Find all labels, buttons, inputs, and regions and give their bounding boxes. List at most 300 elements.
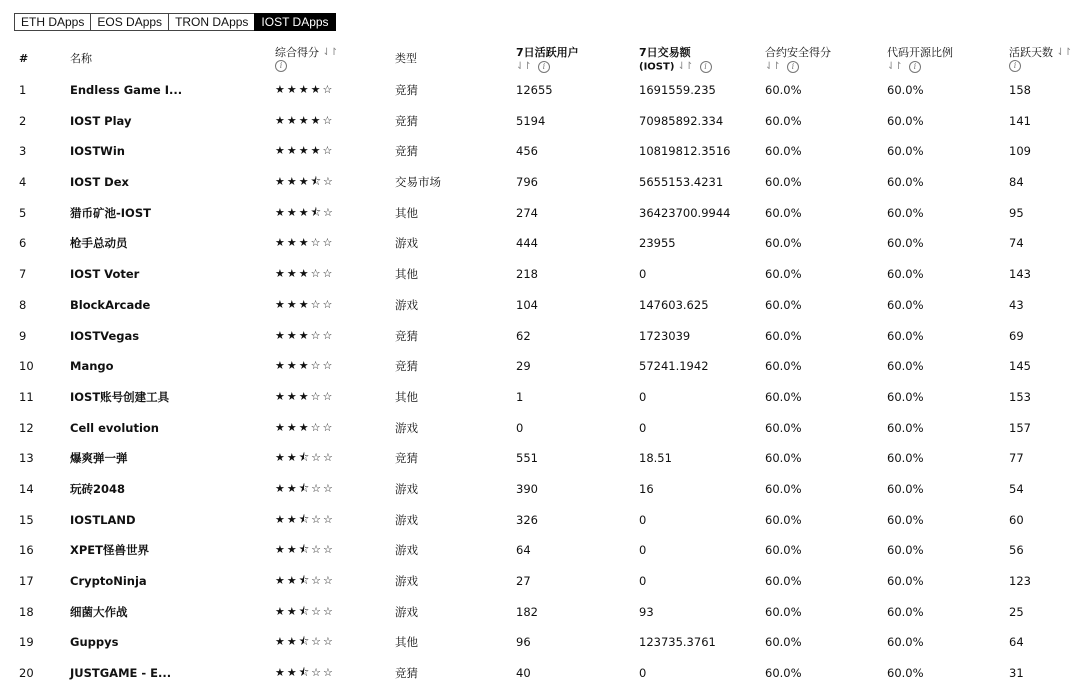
star-full-icon: ★ <box>275 420 287 434</box>
table-header <box>0 44 1080 75</box>
row-type: 其他 <box>395 635 418 650</box>
row-volume: 123735.3761 <box>639 635 716 650</box>
dapp-name-link[interactable]: IOST账号创建工具 <box>70 389 170 404</box>
dapp-name-link[interactable]: 爆爽弹一弹 <box>70 451 128 466</box>
star-full-icon: ★ <box>286 144 299 158</box>
row-active-users: 96 <box>516 635 531 650</box>
header-days-label: 活跃天数 <box>1009 46 1053 59</box>
star-empty-icon: ☆ <box>322 328 335 342</box>
table-row[interactable] <box>0 136 1080 167</box>
star-empty-icon: ☆ <box>310 328 323 342</box>
star-empty-icon: ☆ <box>323 481 335 495</box>
row-active-users: 456 <box>516 144 538 159</box>
star-full-icon: ★ <box>275 297 287 311</box>
star-full-icon: ★ <box>298 267 311 281</box>
row-rank: 7 <box>19 267 27 282</box>
star-rating <box>275 144 334 158</box>
row-type: 竞猜 <box>395 666 418 681</box>
row-volume: 23955 <box>639 236 676 251</box>
row-opensource-ratio: 60.0% <box>887 175 924 190</box>
star-full-icon: ★ <box>286 113 299 127</box>
row-active-days: 145 <box>1009 359 1031 374</box>
row-active-users: 29 <box>516 359 531 374</box>
star-empty-icon: ☆ <box>311 512 324 526</box>
star-full-icon: ★ <box>286 236 299 250</box>
row-security-score: 60.0% <box>765 359 802 374</box>
row-security-score: 60.0% <box>765 512 802 527</box>
table-row[interactable] <box>0 535 1080 566</box>
row-type: 竞猜 <box>395 359 418 374</box>
row-type: 游戏 <box>395 543 418 558</box>
star-empty-icon: ☆ <box>322 297 335 311</box>
row-rank: 10 <box>19 359 34 374</box>
header-users[interactable] <box>516 46 579 74</box>
row-active-users: 12655 <box>516 83 553 97</box>
row-active-users: 0 <box>516 420 524 435</box>
info-icon[interactable]: i <box>700 61 712 73</box>
row-volume: 5655153.4231 <box>639 175 724 190</box>
star-empty-icon: ☆ <box>323 205 335 219</box>
row-active-users: 27 <box>516 574 531 588</box>
header-security[interactable] <box>765 46 831 74</box>
star-full-icon: ★ <box>275 512 287 526</box>
row-security-score: 60.0% <box>765 574 802 588</box>
row-active-days: 77 <box>1009 451 1024 466</box>
row-opensource-ratio: 60.0% <box>887 297 924 312</box>
star-empty-icon: ☆ <box>310 420 323 434</box>
row-rank: 9 <box>19 328 27 343</box>
star-full-icon: ★ <box>298 113 311 127</box>
dapp-name-link[interactable]: Mango <box>70 359 114 374</box>
star-rating <box>275 421 334 435</box>
star-rating <box>275 635 335 649</box>
row-security-score: 60.0% <box>765 451 802 466</box>
star-full-icon: ★ <box>310 83 323 96</box>
row-rank: 4 <box>19 175 27 190</box>
row-active-users: 40 <box>516 666 531 681</box>
dapp-name-link[interactable]: IOST Dex <box>70 175 129 190</box>
tab-tron-dapps[interactable]: TRON DApps <box>168 13 255 31</box>
row-opensource-ratio: 60.0% <box>887 144 924 159</box>
star-full-icon: ★ <box>298 389 311 403</box>
row-type: 游戏 <box>395 481 418 496</box>
dapp-name-link[interactable]: CryptoNinja <box>70 574 147 588</box>
dapp-name-link[interactable]: IOST Voter <box>70 267 140 282</box>
row-opensource-ratio: 60.0% <box>887 512 924 527</box>
star-half-icon: ⯪ <box>310 175 324 189</box>
star-empty-icon: ☆ <box>323 512 335 526</box>
row-volume: 93 <box>639 604 654 619</box>
row-volume: 57241.1942 <box>639 359 709 374</box>
row-security-score: 60.0% <box>765 328 802 343</box>
info-icon[interactable]: i <box>909 61 921 73</box>
star-full-icon: ★ <box>275 481 287 495</box>
star-full-icon: ★ <box>275 604 287 618</box>
star-full-icon: ★ <box>298 205 311 219</box>
header-volume[interactable] <box>639 46 712 74</box>
star-full-icon: ★ <box>286 635 299 649</box>
star-full-icon: ★ <box>275 83 287 96</box>
row-security-score: 60.0% <box>765 205 802 220</box>
row-opensource-ratio: 60.0% <box>887 236 924 251</box>
table-row[interactable] <box>0 106 1080 137</box>
star-empty-icon: ☆ <box>311 481 324 495</box>
row-rank: 13 <box>19 451 34 466</box>
star-empty-icon: ☆ <box>323 574 335 587</box>
row-type: 竞猜 <box>395 83 418 97</box>
row-volume: 0 <box>639 267 647 282</box>
row-security-score: 60.0% <box>765 420 802 435</box>
star-empty-icon: ☆ <box>323 451 335 465</box>
star-half-icon: ⯪ <box>298 451 312 465</box>
star-rating <box>275 574 335 588</box>
dapp-tabs <box>14 13 335 31</box>
table-row[interactable] <box>0 382 1080 413</box>
star-half-icon: ⯪ <box>298 666 312 680</box>
row-security-score: 60.0% <box>765 635 802 650</box>
row-active-days: 158 <box>1009 83 1031 97</box>
star-full-icon: ★ <box>298 359 311 373</box>
row-type: 游戏 <box>395 512 418 527</box>
row-volume: 0 <box>639 512 647 527</box>
header-opensource-label: 代码开源比例 <box>887 46 953 59</box>
star-empty-icon: ☆ <box>322 113 335 127</box>
row-security-score: 60.0% <box>765 297 802 312</box>
info-icon[interactable]: i <box>275 60 287 72</box>
star-empty-icon: ☆ <box>322 144 335 158</box>
header-score-label: 综合得分 <box>275 46 319 59</box>
star-full-icon: ★ <box>275 175 287 189</box>
row-opensource-ratio: 60.0% <box>887 635 924 650</box>
row-opensource-ratio: 60.0% <box>887 543 924 558</box>
row-rank: 12 <box>19 420 34 435</box>
star-full-icon: ★ <box>298 297 311 311</box>
row-rank: 5 <box>19 205 27 220</box>
star-full-icon: ★ <box>286 389 299 403</box>
row-active-days: 25 <box>1009 604 1024 619</box>
header-days[interactable] <box>1009 46 1071 73</box>
row-volume: 16 <box>639 481 654 496</box>
star-full-icon: ★ <box>286 359 299 373</box>
star-empty-icon: ☆ <box>310 359 323 373</box>
row-active-users: 218 <box>516 267 538 282</box>
info-icon[interactable]: i <box>538 61 550 73</box>
table-row[interactable] <box>0 443 1080 474</box>
star-empty-icon: ☆ <box>311 604 324 618</box>
row-active-days: 54 <box>1009 481 1024 496</box>
dapp-name-link[interactable]: BlockArcade <box>70 297 151 312</box>
row-active-users: 104 <box>516 297 538 312</box>
star-full-icon: ★ <box>286 328 299 342</box>
row-rank: 3 <box>19 144 27 159</box>
table-row[interactable] <box>0 167 1080 198</box>
row-active-days: 56 <box>1009 543 1024 558</box>
star-full-icon: ★ <box>286 267 299 281</box>
star-rating <box>275 390 334 404</box>
row-type: 游戏 <box>395 297 418 312</box>
table-row[interactable] <box>0 597 1080 628</box>
table-row[interactable] <box>0 474 1080 505</box>
row-opensource-ratio: 60.0% <box>887 389 924 404</box>
star-rating <box>275 175 335 189</box>
star-empty-icon: ☆ <box>322 83 335 96</box>
header-score[interactable] <box>275 46 337 73</box>
star-full-icon: ★ <box>275 144 287 158</box>
dapp-name-link[interactable]: 细菌大作战 <box>70 604 128 619</box>
row-security-score: 60.0% <box>765 666 802 681</box>
star-full-icon: ★ <box>286 512 299 526</box>
star-full-icon: ★ <box>275 543 287 557</box>
row-type: 竞猜 <box>395 144 418 159</box>
row-opensource-ratio: 60.0% <box>887 205 924 220</box>
sort-arrows-icon[interactable]: ⇃↾ <box>516 61 531 72</box>
row-rank: 18 <box>19 604 34 619</box>
row-active-users: 5194 <box>516 113 546 128</box>
info-icon[interactable]: i <box>787 61 799 73</box>
star-empty-icon: ☆ <box>322 420 335 434</box>
star-half-icon: ⯪ <box>298 481 312 495</box>
star-full-icon: ★ <box>310 113 323 127</box>
star-empty-icon: ☆ <box>322 389 335 403</box>
star-full-icon: ★ <box>298 175 311 189</box>
star-full-icon: ★ <box>310 144 323 158</box>
star-full-icon: ★ <box>275 113 287 127</box>
star-empty-icon: ☆ <box>310 236 323 250</box>
dapp-name-link[interactable]: JUSTGAME - E... <box>70 666 172 681</box>
row-opensource-ratio: 60.0% <box>887 451 924 466</box>
star-full-icon: ★ <box>298 236 311 250</box>
row-volume: 0 <box>639 666 647 681</box>
star-full-icon: ★ <box>286 574 299 587</box>
table-row[interactable] <box>0 321 1080 352</box>
row-volume: 0 <box>639 420 647 435</box>
star-full-icon: ★ <box>298 83 311 96</box>
star-rating <box>275 605 335 619</box>
row-opensource-ratio: 60.0% <box>887 604 924 619</box>
header-volume-unit: (IOST) <box>639 61 675 73</box>
dapp-name-link[interactable]: IOST Play <box>70 113 132 128</box>
dapp-name-link[interactable]: IOSTLAND <box>70 512 136 527</box>
star-full-icon: ★ <box>286 481 299 495</box>
star-half-icon: ⯪ <box>298 574 312 587</box>
dapp-name-link[interactable]: IOSTVegas <box>70 328 140 343</box>
star-rating <box>275 298 334 312</box>
row-active-days: 143 <box>1009 267 1031 282</box>
dapp-name-link[interactable]: IOSTWin <box>70 144 125 159</box>
row-volume: 1723039 <box>639 328 691 343</box>
sort-arrows-icon[interactable]: ⇃↾ <box>1056 47 1072 58</box>
row-volume: 1691559.235 <box>639 83 716 97</box>
sort-arrows-icon[interactable]: ⇃↾ <box>765 61 780 72</box>
tab-eth-dapps[interactable]: ETH DApps <box>14 13 91 31</box>
star-half-icon: ⯪ <box>298 543 312 557</box>
star-empty-icon: ☆ <box>323 543 335 557</box>
row-active-days: 141 <box>1009 113 1031 128</box>
table-row[interactable] <box>0 228 1080 259</box>
dapp-name-link[interactable]: Guppys <box>70 635 119 650</box>
star-rating <box>275 451 335 465</box>
star-full-icon: ★ <box>275 666 287 680</box>
row-rank: 20 <box>19 666 34 681</box>
row-security-score: 60.0% <box>765 481 802 496</box>
star-rating <box>275 359 334 373</box>
star-full-icon: ★ <box>286 297 299 311</box>
star-rating <box>275 543 335 557</box>
dapp-name-link[interactable]: Endless Game I... <box>70 83 183 97</box>
dapp-ranking-table <box>0 44 1080 690</box>
row-active-days: 123 <box>1009 574 1031 588</box>
row-active-days: 95 <box>1009 205 1024 220</box>
star-empty-icon: ☆ <box>323 604 335 618</box>
star-rating <box>275 482 335 496</box>
star-full-icon: ★ <box>286 175 299 189</box>
table-row[interactable] <box>0 351 1080 382</box>
row-active-days: 31 <box>1009 666 1024 681</box>
star-full-icon: ★ <box>298 144 311 158</box>
header-security-label: 合约安全得分 <box>765 46 831 59</box>
sort-arrows-icon[interactable]: ⇃↾ <box>677 61 693 72</box>
row-active-days: 109 <box>1009 144 1031 159</box>
star-empty-icon: ☆ <box>310 297 323 311</box>
table-body <box>0 75 1080 689</box>
row-type: 其他 <box>395 389 418 404</box>
sort-arrows-icon[interactable]: ⇃↾ <box>887 61 902 72</box>
row-volume: 36423700.9944 <box>639 205 731 220</box>
star-full-icon: ★ <box>286 543 299 557</box>
row-volume: 0 <box>639 389 647 404</box>
row-active-days: 64 <box>1009 635 1024 650</box>
star-empty-icon: ☆ <box>310 389 323 403</box>
row-opensource-ratio: 60.0% <box>887 267 924 282</box>
row-security-score: 60.0% <box>765 267 802 282</box>
row-volume: 0 <box>639 543 647 558</box>
dapp-name-link[interactable]: XPET怪兽世界 <box>70 543 149 558</box>
row-opensource-ratio: 60.0% <box>887 666 924 681</box>
star-rating <box>275 114 334 128</box>
row-opensource-ratio: 60.0% <box>887 420 924 435</box>
star-full-icon: ★ <box>286 604 299 618</box>
row-volume: 0 <box>639 574 647 588</box>
star-empty-icon: ☆ <box>311 543 324 557</box>
row-rank: 19 <box>19 635 34 650</box>
row-rank: 16 <box>19 543 34 558</box>
row-security-score: 60.0% <box>765 113 802 128</box>
tab-eos-dapps[interactable]: EOS DApps <box>90 13 169 31</box>
table-row[interactable] <box>0 413 1080 444</box>
table-row[interactable] <box>0 75 1080 106</box>
star-full-icon: ★ <box>275 389 287 403</box>
star-full-icon: ★ <box>298 328 311 342</box>
star-rating <box>275 83 334 97</box>
row-active-users: 326 <box>516 512 538 527</box>
info-icon[interactable]: i <box>1009 60 1021 72</box>
row-type: 其他 <box>395 267 418 282</box>
row-volume: 147603.625 <box>639 297 709 312</box>
star-rating <box>275 513 335 527</box>
row-rank: 6 <box>19 236 27 251</box>
star-empty-icon: ☆ <box>323 175 335 189</box>
dapp-name-link[interactable]: 猎币矿池-IOST <box>70 205 151 220</box>
row-active-days: 84 <box>1009 175 1024 190</box>
star-full-icon: ★ <box>275 236 287 250</box>
table-row[interactable] <box>0 627 1080 658</box>
row-security-score: 60.0% <box>765 604 802 619</box>
row-rank: 15 <box>19 512 34 527</box>
header-users-label: 7日活跃用户 <box>516 46 579 59</box>
star-empty-icon: ☆ <box>311 666 324 680</box>
star-full-icon: ★ <box>275 574 287 587</box>
row-security-score: 60.0% <box>765 236 802 251</box>
dapp-name-link[interactable]: 玩砖2048 <box>70 481 126 496</box>
row-rank: 2 <box>19 113 27 128</box>
row-type: 游戏 <box>395 574 418 588</box>
star-half-icon: ⯪ <box>310 205 324 219</box>
table-row[interactable] <box>0 198 1080 229</box>
header-volume-label: 7日交易额 <box>639 46 691 59</box>
sort-arrows-icon[interactable]: ⇃↾ <box>322 47 338 58</box>
star-half-icon: ⯪ <box>298 635 312 649</box>
header-opensource[interactable] <box>887 46 953 74</box>
table-row[interactable] <box>0 290 1080 321</box>
row-active-users: 62 <box>516 328 531 343</box>
star-full-icon: ★ <box>275 267 287 281</box>
star-empty-icon: ☆ <box>311 451 324 465</box>
table-row[interactable] <box>0 505 1080 536</box>
star-rating <box>275 267 334 281</box>
row-security-score: 60.0% <box>765 175 802 190</box>
row-volume: 70985892.334 <box>639 113 724 128</box>
dapp-name-link[interactable]: 枪手总动员 <box>70 236 128 251</box>
row-rank: 8 <box>19 297 27 312</box>
row-type: 竞猜 <box>395 113 418 128</box>
table-row[interactable] <box>0 566 1080 597</box>
row-opensource-ratio: 60.0% <box>887 359 924 374</box>
row-type: 游戏 <box>395 604 418 619</box>
row-rank: 11 <box>19 389 34 404</box>
star-rating <box>275 666 335 680</box>
header-type: 类型 <box>395 52 417 65</box>
star-full-icon: ★ <box>275 205 287 219</box>
star-full-icon: ★ <box>286 451 299 465</box>
star-rating <box>275 329 334 343</box>
star-full-icon: ★ <box>275 635 287 649</box>
row-type: 竞猜 <box>395 451 418 466</box>
row-active-users: 551 <box>516 451 538 466</box>
row-security-score: 60.0% <box>765 389 802 404</box>
row-rank: 1 <box>19 83 27 97</box>
row-opensource-ratio: 60.0% <box>887 328 924 343</box>
row-active-users: 444 <box>516 236 538 251</box>
row-active-days: 153 <box>1009 389 1031 404</box>
row-active-users: 390 <box>516 481 538 496</box>
dapp-name-link[interactable]: Cell evolution <box>70 420 159 435</box>
row-active-days: 43 <box>1009 297 1024 312</box>
tab-iost-dapps[interactable]: IOST DApps <box>254 13 335 31</box>
row-volume: 18.51 <box>639 451 672 466</box>
row-type: 其他 <box>395 205 418 220</box>
table-row[interactable] <box>0 259 1080 290</box>
table-row[interactable] <box>0 658 1080 689</box>
star-full-icon: ★ <box>286 420 299 434</box>
row-security-score: 60.0% <box>765 543 802 558</box>
row-opensource-ratio: 60.0% <box>887 574 924 588</box>
row-active-days: 157 <box>1009 420 1031 435</box>
row-active-users: 1 <box>516 389 524 404</box>
star-full-icon: ★ <box>286 83 299 96</box>
star-full-icon: ★ <box>298 420 311 434</box>
star-full-icon: ★ <box>275 451 287 465</box>
row-rank: 17 <box>19 574 34 588</box>
